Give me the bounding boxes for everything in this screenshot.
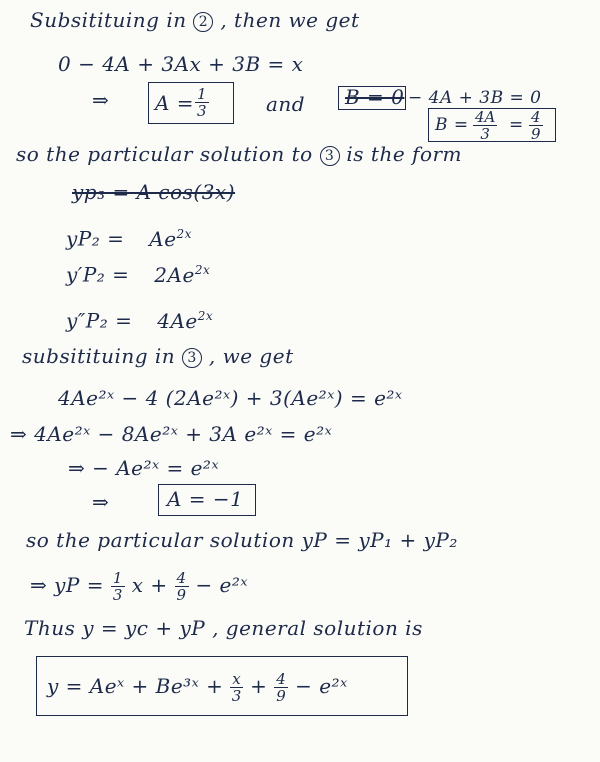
line-substituting-2 bbox=[30, 8, 360, 32]
equals: = bbox=[509, 115, 524, 135]
fraction-one-third bbox=[195, 86, 209, 119]
implies-arrow: ⇒ bbox=[92, 88, 110, 112]
equation-line-2: 0 − 4A + 3Ax + 3B = x bbox=[58, 52, 304, 76]
lhs: y = Aeˣ + Be³ˣ + bbox=[47, 674, 224, 698]
numerator: 1 bbox=[112, 569, 123, 587]
lhs: yP₂ = bbox=[66, 226, 125, 251]
text: , we get bbox=[208, 344, 294, 368]
line-yp-result bbox=[30, 570, 248, 603]
fraction-four-ninths bbox=[274, 671, 288, 704]
line-particular-sum: so the particular solution yP = yP₁ + yP₂ bbox=[26, 528, 458, 552]
B-equals: B = bbox=[435, 115, 469, 135]
term: − e²ˣ bbox=[195, 573, 249, 597]
fraction-x-over-3 bbox=[230, 671, 243, 704]
numerator: x bbox=[232, 670, 242, 688]
denominator: 3 bbox=[112, 586, 123, 604]
exponent: 2x bbox=[176, 227, 192, 241]
boxed-B-result bbox=[428, 108, 556, 142]
rhs: Ae bbox=[149, 226, 177, 251]
boxed-A-minus-one bbox=[158, 484, 256, 516]
fraction-four-ninths bbox=[175, 570, 189, 603]
numerator: 1 bbox=[197, 85, 207, 103]
equation-substituted: 4Ae²ˣ − 4 (2Ae²ˣ) + 3(Ae²ˣ) = e²ˣ bbox=[58, 386, 403, 410]
line-particular-form bbox=[16, 142, 462, 166]
text: Subsitituing in bbox=[30, 8, 187, 32]
equation-simplified: ⇒ − Ae²ˣ = e²ˣ bbox=[68, 456, 220, 480]
denominator: 3 bbox=[197, 102, 207, 120]
line-yp2-prime bbox=[66, 258, 210, 287]
circled-number: 2 bbox=[193, 12, 213, 32]
text: is the form bbox=[346, 142, 463, 166]
boxed-B-zero bbox=[338, 86, 406, 110]
numerator: 4 bbox=[176, 569, 187, 587]
numerator: 4A bbox=[475, 108, 496, 126]
text: so the particular solution to bbox=[16, 142, 313, 166]
circled-number: 3 bbox=[320, 146, 340, 166]
implies-arrow: ⇒ bbox=[92, 490, 110, 514]
and-text: and bbox=[266, 92, 306, 116]
term: x + bbox=[131, 573, 168, 597]
exponent: 2x bbox=[197, 309, 214, 323]
rhs: 4Ae bbox=[157, 308, 198, 333]
denominator: 3 bbox=[231, 687, 242, 705]
denominator: 9 bbox=[276, 687, 287, 705]
equation-expanded: ⇒ 4Ae²ˣ − 8Ae²ˣ + 3A e²ˣ = e²ˣ bbox=[10, 422, 333, 446]
line-yp2-double-prime bbox=[66, 304, 213, 333]
denominator: 9 bbox=[531, 125, 541, 143]
boxed-A-result bbox=[148, 82, 234, 124]
fraction-one-third bbox=[111, 570, 125, 603]
fraction-4A-over-3 bbox=[473, 109, 497, 142]
denominator: 9 bbox=[176, 586, 187, 604]
line-yp2 bbox=[66, 222, 192, 251]
numerator: 4 bbox=[531, 108, 541, 126]
lhs: y″P₂ = bbox=[66, 308, 133, 333]
text: subsitituing in bbox=[22, 344, 176, 368]
struck-out-line: yp₃ = A cos(3x) bbox=[72, 180, 236, 204]
line-A-value bbox=[92, 88, 109, 112]
lhs: ⇒ yP = bbox=[30, 573, 104, 597]
term: − e²ˣ bbox=[295, 674, 348, 698]
line-substituting-3 bbox=[22, 344, 294, 368]
denominator: 3 bbox=[480, 125, 490, 143]
exponent: 2x bbox=[194, 263, 211, 277]
text: , then we get bbox=[220, 8, 360, 32]
circled-number: 3 bbox=[182, 348, 202, 368]
line-general-solution-intro: Thus y = yc + yP , general solution is bbox=[24, 616, 423, 640]
general-solution bbox=[47, 671, 348, 704]
B-equation: − 4A + 3B = 0 bbox=[408, 88, 542, 108]
B-zero: B = 0 bbox=[345, 85, 405, 109]
plus: + bbox=[250, 674, 268, 698]
fraction-4-over-9 bbox=[529, 109, 543, 142]
A-result: A = −1 bbox=[167, 487, 244, 511]
rhs: 2Ae bbox=[154, 262, 195, 287]
boxed-general-solution bbox=[36, 656, 408, 716]
numerator: 4 bbox=[276, 670, 287, 688]
lhs: y′P₂ = bbox=[66, 262, 130, 287]
A-equals: A = bbox=[155, 91, 195, 115]
